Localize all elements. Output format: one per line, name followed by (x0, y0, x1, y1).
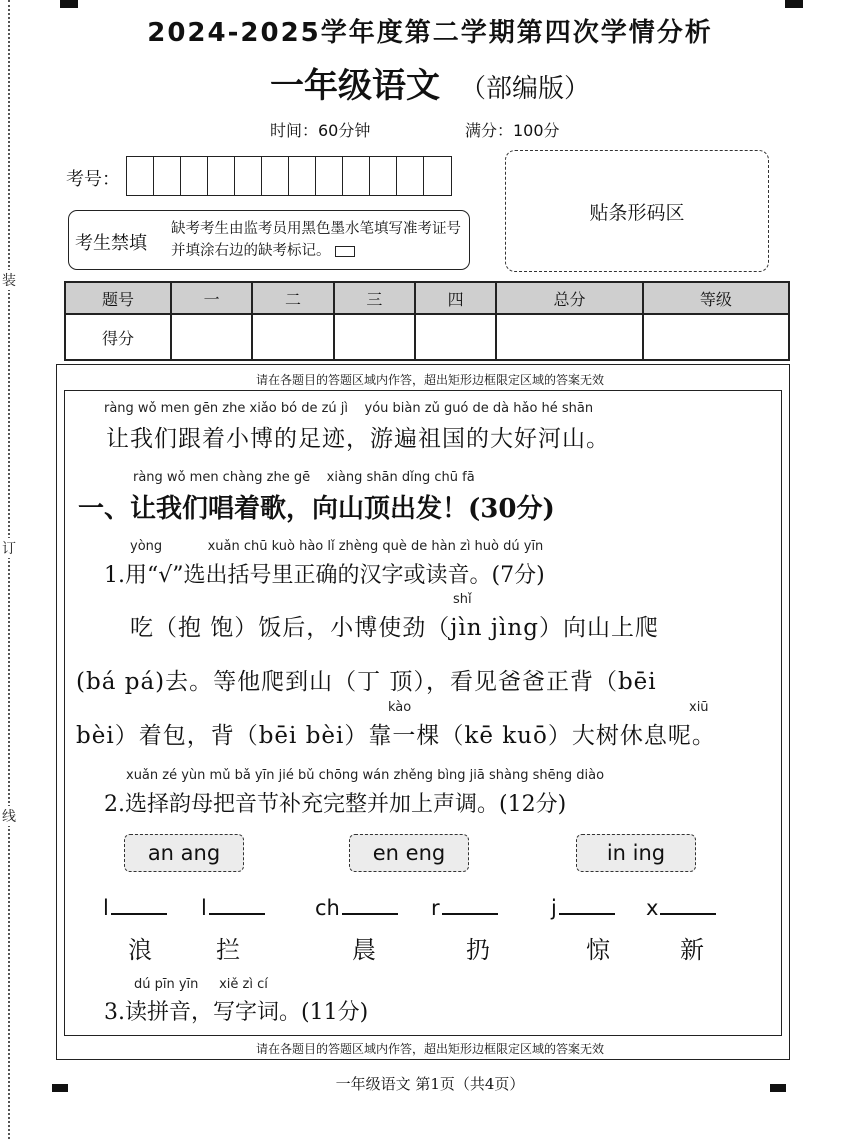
page-footer: 一年级语文 第1页（共4页） (335, 1075, 525, 1093)
exam-number-boxes[interactable] (126, 156, 452, 196)
initial: r (431, 896, 440, 920)
forbidden-text: 缺考考生由监考员用黑色墨水笔填写准考证号并填涂右边的缺考标记。 (171, 221, 461, 259)
barcode-label: 贴条形码区 (589, 201, 685, 224)
score-cell[interactable] (171, 314, 252, 360)
q2-hanzi-5: 惊 (586, 936, 610, 964)
subject-title (0, 58, 860, 107)
q2-pinyin: xuǎn zé yùn mǔ bǎ yīn jié bǔ chōng wán zhěng bìng jiā shàng shēng diào (126, 768, 605, 783)
time-limit: 时间：60分钟 (270, 121, 371, 140)
full-score: 满分：100分 (465, 121, 560, 140)
score-cell[interactable] (252, 314, 333, 360)
score-header-cell: 题号 (65, 282, 171, 314)
exam-number-digit-box[interactable] (154, 157, 181, 195)
score-header-cell: 二 (252, 282, 333, 314)
score-table (64, 281, 790, 361)
forbidden-instructions (171, 218, 461, 262)
exam-number-label: 考号： (66, 169, 120, 190)
q2-hanzi-6: 新 (680, 936, 704, 964)
q3-pinyin: dú pīn yīn xiě zì cí (134, 977, 268, 992)
q2-blank-3[interactable] (315, 895, 398, 920)
q2-blank-6[interactable] (646, 895, 716, 920)
answer-underline[interactable] (209, 895, 265, 915)
exam-number-digit-box[interactable] (316, 157, 343, 195)
q2-hanzi-3: 晨 (352, 936, 376, 964)
score-header-cell: 总分 (496, 282, 642, 314)
exam-number-digit-box[interactable] (127, 157, 154, 195)
score-row-label: 得分 (65, 314, 171, 360)
section1-title: 一、让我们唱着歌，向山顶出发！(30分) (78, 494, 555, 524)
q1-pinyin: yòng xuǎn chū kuò hào lǐ zhèng què de hàn zì huò dú yīn (130, 539, 544, 554)
answer-underline[interactable] (442, 895, 498, 915)
q2-blank-5[interactable] (551, 895, 615, 920)
initial: j (551, 896, 557, 920)
exam-number-digit-box[interactable] (424, 157, 451, 195)
alignment-mark-top-right (785, 0, 803, 8)
score-header-cell: 等级 (643, 282, 789, 314)
answer-area-notice-bottom: 请在各题目的答题区域内作答，超出矩形边框限定区域的答案无效 (255, 1042, 604, 1056)
q2-choice-en-eng (349, 834, 469, 872)
answer-underline[interactable] (111, 895, 167, 915)
q2-choice-an-ang (124, 834, 244, 872)
q2-title: 2.选择韵母把音节补充完整并加上声调。(12分) (104, 792, 567, 817)
exam-number-digit-box[interactable] (208, 157, 235, 195)
exam-title: 2024-2025学年度第二学期第四次学情分析 (147, 18, 713, 48)
exam-number-digit-box[interactable] (343, 157, 370, 195)
score-cell[interactable] (496, 314, 642, 360)
initial: l (201, 896, 207, 920)
exam-number-digit-box[interactable] (262, 157, 289, 195)
choice-text: in ing (606, 841, 666, 865)
exam-number-digit-box[interactable] (235, 157, 262, 195)
answer-underline[interactable] (342, 895, 398, 915)
score-cell[interactable] (643, 314, 789, 360)
binding-char-xian: 线 (2, 806, 16, 826)
q2-choice-in-ing (576, 834, 696, 872)
q2-hanzi-1: 浪 (128, 936, 152, 964)
q1-line3: bèi）着包，背（bēi bèi）靠一棵（kē kuō）大树休息呢。 (76, 723, 716, 749)
q1-line2: (bá pá)去。等他爬到山（丁 顶），看见爸爸正背（bēi (76, 669, 657, 695)
q2-hanzi-4: 扔 (466, 936, 490, 964)
q1-shi-pinyin: shǐ (453, 592, 472, 607)
intro-pinyin: ràng wǒ men gēn zhe xiǎo bó de zú jì yóu biàn zǔ guó de dà hǎo hé shān (104, 401, 594, 416)
choice-text: en eng (372, 841, 446, 865)
exam-number-digit-box[interactable] (370, 157, 397, 195)
section1-pinyin: ràng wǒ men chàng zhe gē xiàng shān dǐng chū fā (133, 470, 475, 485)
initial: l (103, 896, 109, 920)
binding-char-ding: 订 (2, 538, 16, 558)
q1-title: 1.用“√”选出括号里正确的汉字或读音。(7分) (104, 563, 545, 588)
q2-blank-1[interactable] (103, 895, 167, 920)
edition-label: （部编版） (459, 74, 590, 104)
q1-line1: 吃（抱 饱）饭后，小博使劲（jìn jìng）向山上爬 (130, 615, 659, 641)
absent-mark-box[interactable] (335, 246, 355, 257)
answer-area-notice-top: 请在各题目的答题区域内作答，超出矩形边框限定区域的答案无效 (255, 373, 604, 387)
examinee-forbidden-box (68, 210, 470, 270)
exam-number-digit-box[interactable] (397, 157, 424, 195)
score-header-cell: 一 (171, 282, 252, 314)
intro-text: 让我们跟着小博的足迹，游遍祖国的大好河山。 (106, 426, 610, 452)
q3-title: 3.读拼音，写字词。(11分) (104, 1000, 369, 1025)
subject-name: 一年级语文 (269, 66, 440, 106)
score-header-cell: 三 (334, 282, 415, 314)
answer-area-inner-frame (64, 390, 782, 1036)
score-cell[interactable] (415, 314, 496, 360)
binding-char-zhuang: 装 (2, 270, 16, 290)
choice-text: an ang (147, 841, 221, 865)
alignment-mark-top-left (60, 0, 78, 8)
q2-blank-4[interactable] (431, 895, 498, 920)
initial: ch (315, 896, 340, 920)
barcode-area (505, 150, 769, 272)
exam-number-digit-box[interactable] (181, 157, 208, 195)
initial: x (646, 896, 659, 920)
answer-underline[interactable] (660, 895, 716, 915)
answer-underline[interactable] (559, 895, 615, 915)
q1-xiu-pinyin: xiū (689, 700, 709, 715)
forbidden-label: 考生禁填 (75, 233, 147, 254)
binding-line (8, 0, 10, 1139)
q1-kao-pinyin: kào (388, 700, 412, 715)
q2-blank-2[interactable] (201, 895, 265, 920)
q2-hanzi-2: 拦 (216, 936, 240, 964)
score-cell[interactable] (334, 314, 415, 360)
exam-number-digit-box[interactable] (289, 157, 316, 195)
score-header-cell: 四 (415, 282, 496, 314)
